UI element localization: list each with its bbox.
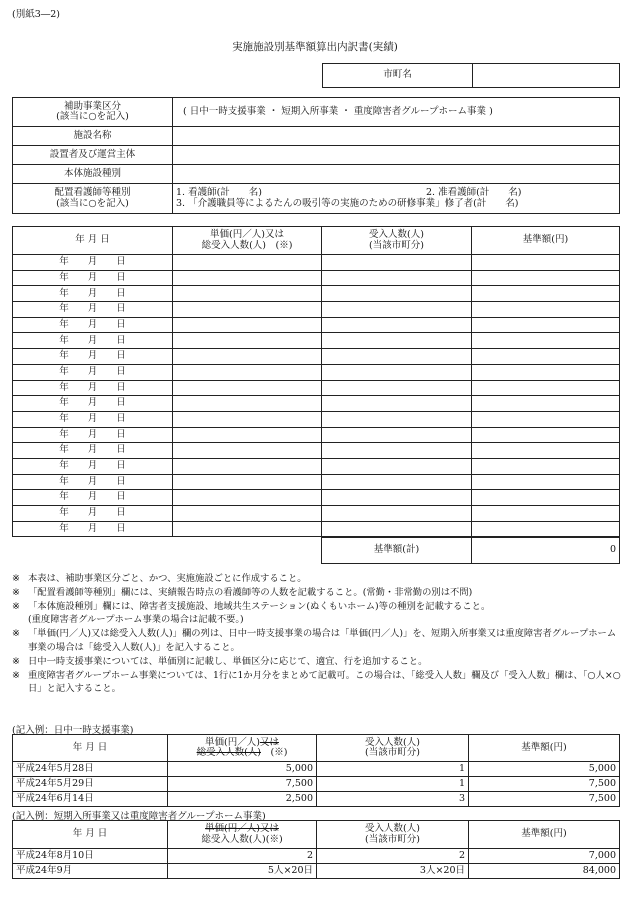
date-cell: 年 月 日 [13, 255, 173, 271]
note-item: ※ 「本体施設種別」欄には、障害者支援施設、地域共生ステーション(ぬくもいホーム)等の種別を記載すること。 (重度障害者グループホーム事業の場合は記載不要。) [12, 600, 491, 626]
main-header-row [13, 227, 620, 255]
price-cell[interactable] [173, 286, 322, 302]
table-row [13, 380, 620, 396]
recv-cell[interactable] [322, 458, 472, 474]
date-cell: 年 月 日 [13, 364, 173, 380]
recv-cell[interactable] [322, 380, 472, 396]
table-row [13, 364, 620, 380]
recv-cell[interactable] [322, 317, 472, 333]
recv-cell[interactable] [322, 364, 472, 380]
total-value[interactable]: 0 [472, 538, 620, 564]
ex2-header-recv: 受入人数(人) (当該市町分) [317, 821, 469, 849]
base-cell[interactable] [472, 427, 620, 443]
table-row [13, 443, 620, 459]
price-cell[interactable] [173, 458, 322, 474]
ex2-header-date: 年 月 日 [13, 821, 168, 849]
base-cell[interactable] [472, 270, 620, 286]
recv-cell[interactable] [322, 474, 472, 490]
date-cell: 年 月 日 [13, 506, 173, 522]
recv-cell[interactable] [322, 349, 472, 365]
price-cell[interactable] [173, 474, 322, 490]
price-cell[interactable] [173, 443, 322, 459]
ex1-header-recv: 受入人数(人) (当該市町分) [317, 735, 469, 762]
table-row: 平成24年9月 5人×20日 3人×20日 84,000 [13, 864, 620, 879]
nurse-type-value[interactable] [173, 184, 620, 214]
table-row [13, 427, 620, 443]
example1-table [12, 734, 620, 807]
total-table [321, 537, 620, 564]
col-header-date: 年 月 日 [13, 227, 173, 255]
table-row [13, 474, 620, 490]
table-row [13, 302, 620, 318]
example2-table [12, 820, 620, 879]
price-cell[interactable] [173, 411, 322, 427]
operator-label: 設置者及び運営主体 [13, 146, 173, 165]
recv-cell[interactable] [322, 411, 472, 427]
nurse-option-2: 2. 准看護師(計 名) [426, 187, 522, 199]
date-cell: 年 月 日 [13, 380, 173, 396]
recv-cell[interactable] [322, 333, 472, 349]
recv-cell[interactable] [322, 506, 472, 522]
operator-value[interactable] [173, 146, 620, 165]
table-row [13, 317, 620, 333]
price-cell[interactable] [173, 270, 322, 286]
table-row [13, 411, 620, 427]
facility-name-label: 施設名称 [13, 127, 173, 146]
example2-caption: (記入例：短期入所事業又は重度障害者グループホーム事業) [12, 811, 266, 822]
base-cell[interactable] [472, 333, 620, 349]
recv-cell[interactable] [322, 521, 472, 537]
facility-type-value[interactable] [173, 165, 620, 184]
table-row [13, 506, 620, 522]
municipality-value[interactable] [473, 64, 620, 88]
col-header-recv: 受入人数(人) (当該市町分) [322, 227, 472, 255]
ex2-header-price: 単価(円／人)又は 総受入人数(人)(※) [168, 821, 317, 849]
municipality-label: 市町名 [323, 64, 473, 88]
table-row [13, 270, 620, 286]
table-row [13, 349, 620, 365]
table-row: 平成24年5月29日 7,500 1 7,500 [13, 777, 620, 792]
nurse-option-1: 1. 看護師(計 名) [176, 187, 262, 199]
base-cell[interactable] [472, 411, 620, 427]
main-table [12, 226, 620, 537]
base-cell[interactable] [472, 490, 620, 506]
note-item: ※ 日中一時支援事業については、単価別に記載し、単価区分に応じて、適宜、行を追加すること。 [12, 655, 428, 667]
recv-cell[interactable] [322, 255, 472, 271]
total-label: 基準額(計) [322, 538, 472, 564]
date-cell: 年 月 日 [13, 396, 173, 412]
notes [12, 572, 622, 696]
recv-cell[interactable] [322, 270, 472, 286]
table-row [13, 490, 620, 506]
price-cell[interactable] [173, 380, 322, 396]
price-cell[interactable] [173, 490, 322, 506]
price-cell[interactable] [173, 427, 322, 443]
price-cell[interactable] [173, 521, 322, 537]
base-cell[interactable] [472, 349, 620, 365]
date-cell: 年 月 日 [13, 349, 173, 365]
recv-cell[interactable] [322, 427, 472, 443]
note-item: ※ 「単価(円／人)又は総受入人数(人)」欄の列は、日中一時支援事業の場合は「単価(円／人)」を、短期入所事業又は重度障害者グループホーム事業の場合は「総受入人数(人)」を記入すること。 [12, 628, 617, 653]
price-cell[interactable] [173, 255, 322, 271]
table-row [13, 396, 620, 412]
table-row: 平成24年6月14日 2,500 3 7,500 [13, 792, 620, 807]
base-cell[interactable] [472, 286, 620, 302]
recv-cell[interactable] [322, 286, 472, 302]
price-cell[interactable] [173, 349, 322, 365]
date-cell: 年 月 日 [13, 474, 173, 490]
base-cell[interactable] [472, 521, 620, 537]
col-header-price: 単価(円／人)又は 総受入人数(人) (※) [173, 227, 322, 255]
project-category-value[interactable]: ( 日中一時支援事業 ・ 短期入所事業 ・ 重度障害者グループホーム事業 ) [173, 98, 620, 127]
price-cell[interactable] [173, 317, 322, 333]
price-cell[interactable] [173, 302, 322, 318]
base-cell[interactable] [472, 255, 620, 271]
date-cell: 年 月 日 [13, 427, 173, 443]
example1-caption: (記入例：日中一時支援事業) [12, 725, 134, 736]
price-cell[interactable] [173, 506, 322, 522]
recv-cell[interactable] [322, 302, 472, 318]
date-cell: 年 月 日 [13, 333, 173, 349]
ex2-header-base: 基準額(円) [469, 821, 620, 849]
facility-info-table [12, 97, 620, 214]
base-cell[interactable] [472, 302, 620, 318]
col-header-base: 基準額(円) [472, 227, 620, 255]
municipality-table [322, 63, 620, 88]
base-cell[interactable] [472, 474, 620, 490]
ex1-header-date: 年 月 日 [13, 735, 168, 762]
date-cell: 年 月 日 [13, 270, 173, 286]
base-cell[interactable] [472, 458, 620, 474]
facility-name-value[interactable] [173, 127, 620, 146]
note-item: ※ 重度障害者グループホーム事業については、1行に1か月分をまとめて記載可。この場合は、「総受入人数」欄及び「受入人数」欄は、「○人×○日」と記入すること。 [12, 669, 621, 695]
recv-cell[interactable] [322, 396, 472, 412]
ex1-header-price: 単価(円／人)又は 総受入人数(人) (※) [168, 735, 317, 762]
price-cell[interactable] [173, 364, 322, 380]
base-cell[interactable] [472, 380, 620, 396]
recv-cell[interactable] [322, 490, 472, 506]
table-row: 平成24年5月28日 5,000 1 5,000 [13, 762, 620, 777]
table-row [13, 458, 620, 474]
table-row [13, 255, 620, 271]
date-cell: 年 月 日 [13, 411, 173, 427]
price-cell[interactable] [173, 333, 322, 349]
price-cell[interactable] [173, 396, 322, 412]
base-cell[interactable] [472, 443, 620, 459]
project-category-label: 補助事業区分 (該当に○を記入) [13, 98, 173, 127]
date-cell: 年 月 日 [13, 317, 173, 333]
date-cell: 年 月 日 [13, 490, 173, 506]
nurse-option-3: 3. 「介護職員等によるたんの吸引等の実施のための研修事業」修了者(計 名) [176, 197, 519, 209]
date-cell: 年 月 日 [13, 521, 173, 537]
recv-cell[interactable] [322, 443, 472, 459]
form-number: (別紙3―2) [12, 9, 61, 20]
table-row [13, 286, 620, 302]
nurse-type-label: 配置看護師等種別 (該当に○を記入) [13, 184, 173, 214]
note-item: ※ 本表は、補助事業区分ごと、かつ、実施施設ごとに作成すること。 [12, 573, 307, 584]
facility-type-label: 本体施設種別 [13, 165, 173, 184]
date-cell: 年 月 日 [13, 302, 173, 318]
table-row [13, 333, 620, 349]
table-row [13, 521, 620, 537]
base-cell[interactable] [472, 396, 620, 412]
date-cell: 年 月 日 [13, 443, 173, 459]
note-item: ※ 「配置看護師等種別」欄には、実績報告時点の看護師等の人数を記載すること。(常勤・非常勤の別は不問) [12, 586, 473, 598]
page-title: 実施施設別基準額算出内訳書(実績) [232, 41, 398, 53]
base-cell[interactable] [472, 317, 620, 333]
date-cell: 年 月 日 [13, 286, 173, 302]
base-cell[interactable] [472, 364, 620, 380]
base-cell[interactable] [472, 506, 620, 522]
ex1-header-base: 基準額(円) [469, 735, 620, 762]
table-row: 平成24年8月10日 2 2 7,000 [13, 849, 620, 864]
date-cell: 年 月 日 [13, 458, 173, 474]
